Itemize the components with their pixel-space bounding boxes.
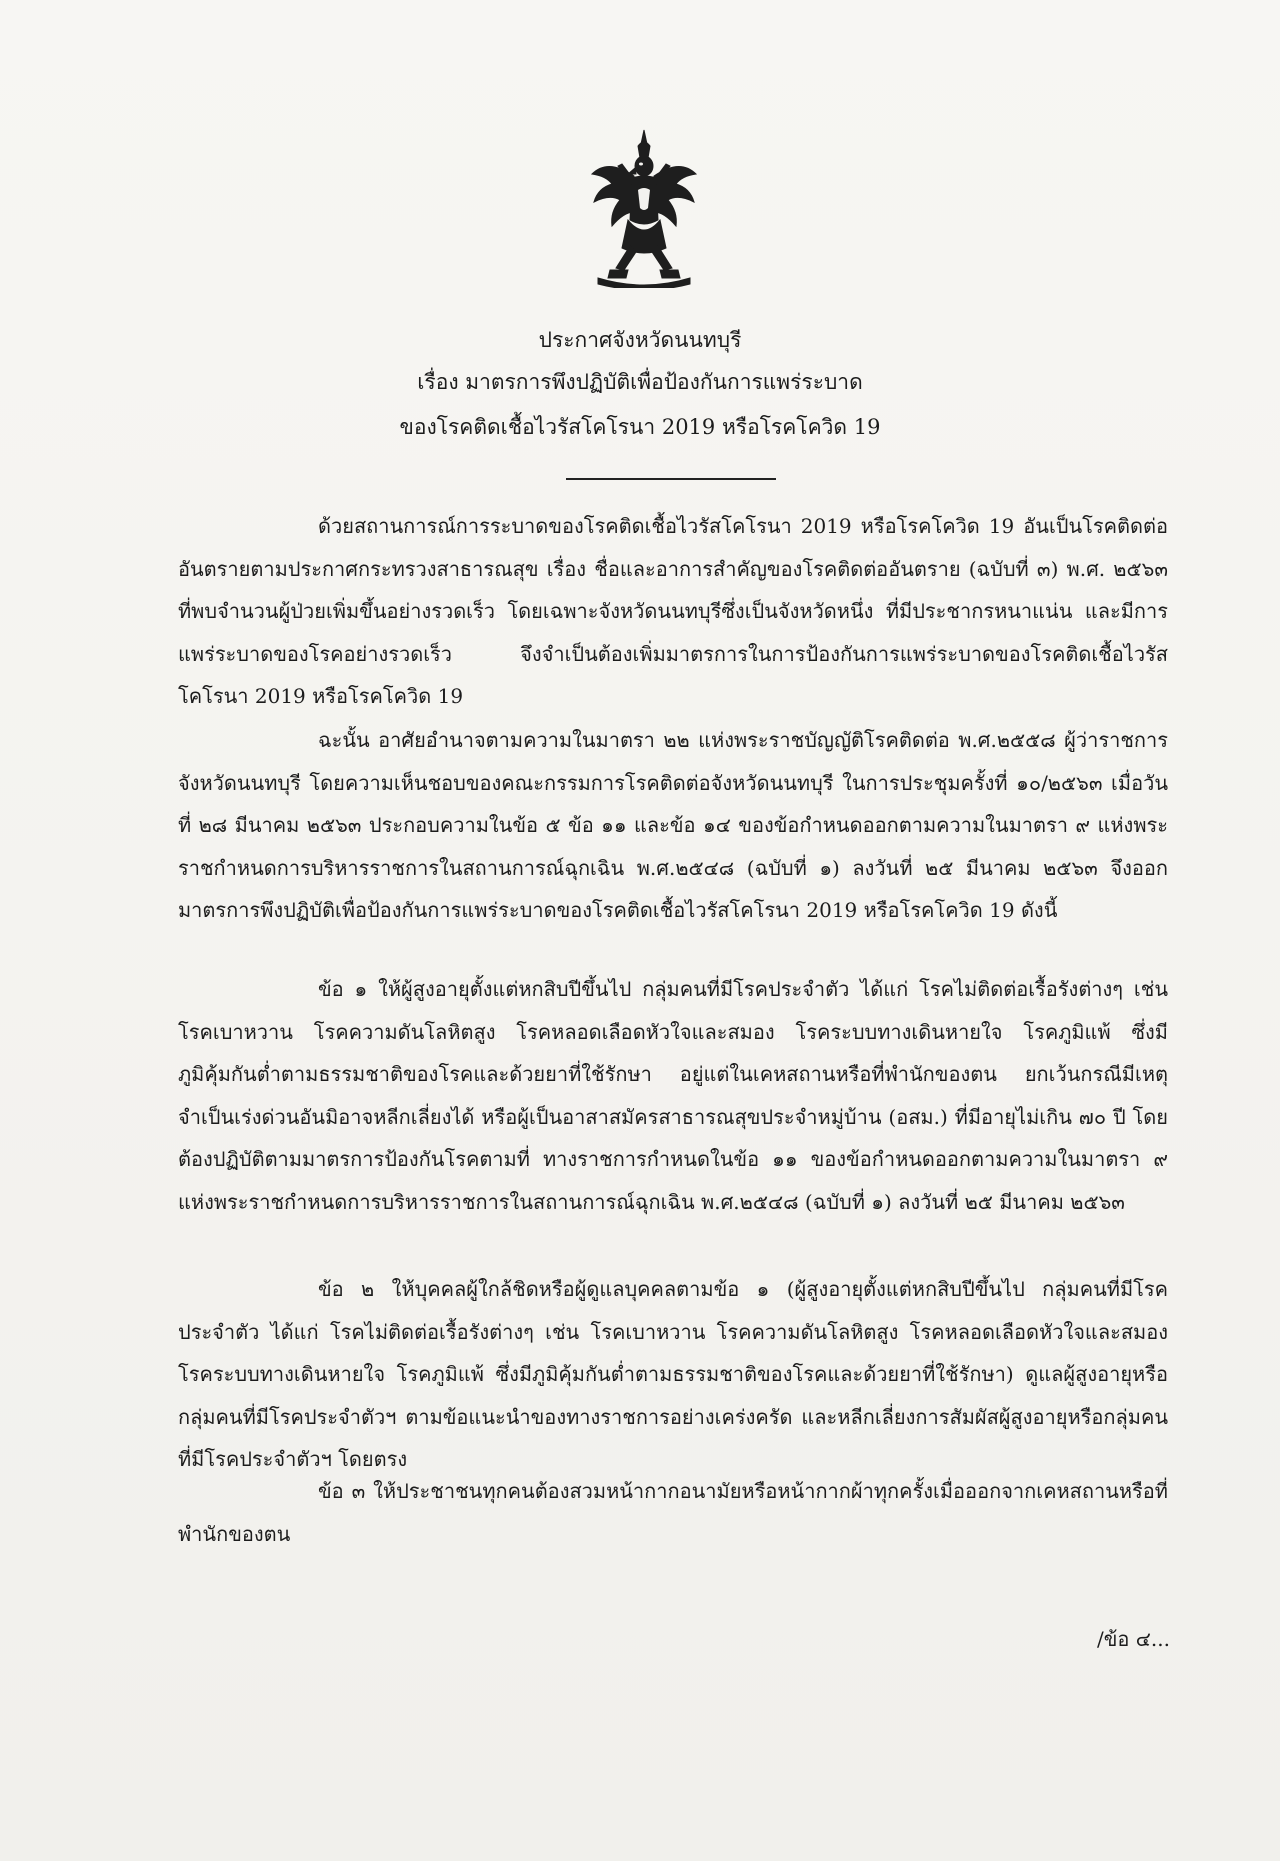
paragraph-clause-2: ข้อ ๒ ให้บุคคลผู้ใกล้ชิดหรือผู้ดูแลบุคคลตามข้อ ๑ (ผู้สูงอายุตั้งแต่หกสิบปีขึ้นไป กลุ่มคนที่มีโรคประจำตัว ได้แก่ โรคไม่ติดต่อเรื้อรังต่างๆ เช่น โรคเบาหวาน โรคความดันโลหิตสูง โรคหลอดเลือดหัวใจและสมอง โรคระบบทางเดินหายใจ โรคภูมิแพ้ ซึ่งมีภูมิคุ้มกันต่ำตามธรรมชาติของโรคและด้วยยาที่ใช้รักษา) ดูแลผู้สูงอายุหรือกลุ่มคนที่มีโรคประจำตัวฯ ตามข้อแนะนำของทางราชการอย่างเคร่งครัด และหลีกเลี่ยงการสัมผัสผู้สูงอายุหรือกลุ่มคนที่มีโรคประจำตัวฯ โดยตรง: [178, 1277, 1168, 1471]
paragraph-clause-3: ข้อ ๓ ให้ประชาชนทุกคนต้องสวมหน้ากากอนามัยหรือหน้ากากผ้าทุกครั้งเมื่อออกจากเคหสถานหรือที่พำนักของตน: [178, 1479, 1168, 1546]
paragraph-authority: ฉะนั้น อาศัยอำนาจตามความในมาตรา ๒๒ แห่งพระราชบัญญัติโรคติดต่อ พ.ศ.๒๕๕๘ ผู้ว่าราชการจังหวัดนนทบุรี โดยความเห็นชอบของคณะกรรมการโรคติดต่อจังหวัดนนทบุรี ในการประชุมครั้งที่ ๑๐/๒๕๖๓ เมื่อวันที่ ๒๘ มีนาคม ๒๕๖๓ ประกอบความในข้อ ๕ ข้อ ๑๑ และข้อ ๑๔ ของข้อกำหนดออกตามความในมาตรา ๙ แห่งพระราชกำหนดการบริหารราชการในสถานการณ์ฉุกเฉิน พ.ศ.๒๕๔๘ (ฉบับที่ ๑) ลงวันที่ ๒๕ มีนาคม ๒๕๖๓ จึงออกมาตรการพึงปฏิบัติเพื่อป้องกันการแพร่ระบาดของโรคติดเชื้อไวรัสโคโรนา 2019 หรือโรคโควิด 19 ดังนี้: [178, 728, 1168, 922]
announcement-subject-continued: ของโรคติดเชื้อไวรัสโคโรนา 2019 หรือโรคโควิด 19: [399, 415, 881, 439]
heading-divider: [566, 478, 776, 480]
page-continuation-marker: /ข้อ ๔...: [1097, 1627, 1170, 1651]
paragraph-clause-1: ข้อ ๑ ให้ผู้สูงอายุตั้งแต่หกสิบปีขึ้นไป กลุ่มคนที่มีโรคประจำตัว ได้แก่ โรคไม่ติดต่อเรื้อรังต่างๆ เช่น โรคเบาหวาน โรคความดันโลหิตสูง โรคหลอดเลือดหัวใจและสมอง โรคระบบทางเดินหายใจ โรคภูมิแพ้ ซึ่งมีภูมิคุ้มกันต่ำตามธรรมชาติของโรคและด้วยยาที่ใช้รักษา อยู่แต่ในเคหสถานหรือที่พำนักของตน ยกเว้นกรณีมีเหตุจำเป็นเร่งด่วนอันมิอาจหลีกเลี่ยงได้ หรือผู้เป็นอาสาสมัครสาธารณสุขประจำหมู่บ้าน (อสม.) ที่มีอายุไม่เกิน ๗๐ ปี โดยต้องปฏิบัติตามมาตรการป้องกันโรคตามที่ ทางราชการกำหนดในข้อ ๑๑ ของข้อกำหนดออกตามความในมาตรา ๙ แห่งพระราชกำหนดการบริหารราชการในสถานการณ์ฉุกเฉิน พ.ศ.๒๕๔๘ (ฉบับที่ ๑) ลงวันที่ ๒๕ มีนาคม ๒๕๖๓: [178, 977, 1168, 1214]
garuda-emblem-icon: [588, 128, 700, 288]
announcement-subject: เรื่อง มาตรการพึงปฏิบัติเพื่อป้องกันการแพร่ระบาด: [417, 370, 863, 394]
paragraph-background: ด้วยสถานการณ์การระบาดของโรคติดเชื้อไวรัสโคโรนา 2019 หรือโรคโควิด 19 อันเป็นโรคติดต่ออันตรายตามประกาศกระทรวงสาธารณสุข เรื่อง ชื่อและอาการสำคัญของโรคติดต่ออันตราย (ฉบับที่ ๓) พ.ศ. ๒๕๖๓ ที่พบจำนวนผู้ป่วยเพิ่มขึ้นอย่างรวดเร็ว โดยเฉพาะจังหวัดนนทบุรีซึ่งเป็นจังหวัดหนึ่ง ที่มีประชากรหนาแน่น และมีการแพร่ระบาดของโรคอย่างรวดเร็ว จึงจำเป็นต้องเพิ่มมาตรการในการป้องกันการแพร่ระบาดของโรคติดเชื้อไวรัสโคโรนา 2019 หรือโรคโควิด 19: [178, 514, 1168, 708]
announcement-title: ประกาศจังหวัดนนทบุรี: [538, 328, 742, 352]
